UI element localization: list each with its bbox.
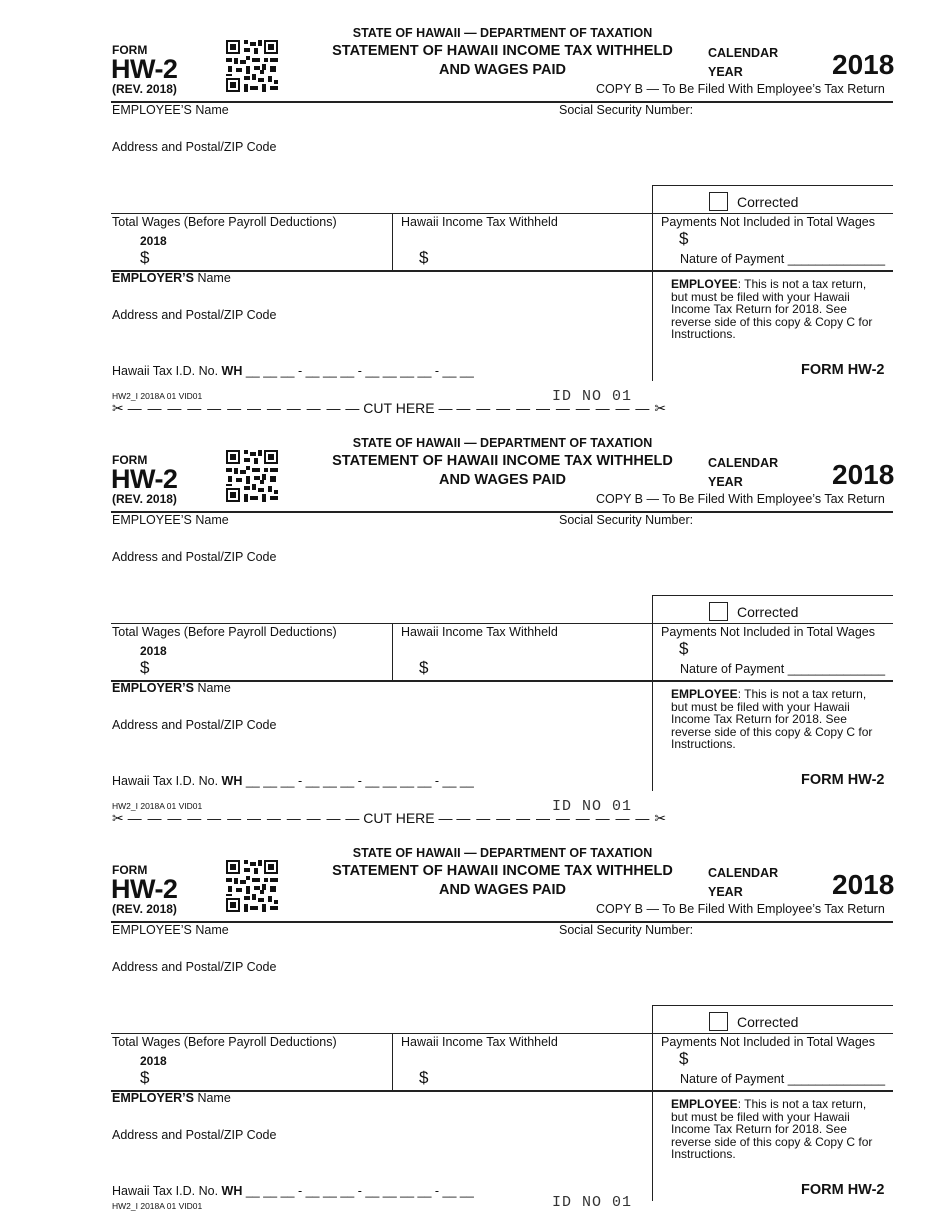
employer-bold: EMPLOYER’S [112,681,194,695]
cut-dashes-right: — — — — — — — — — — [456,400,651,416]
right-column-divider [652,595,653,791]
employee-name-label: EMPLOYEE’S Name [112,513,229,527]
cut-here-text: — CUT HERE — [345,810,453,826]
employee-notice [671,278,886,341]
corrected-top-line [652,1005,893,1006]
scissors-right-icon: ✂ [654,400,667,416]
form-footer: FORM HW-2 [801,1182,885,1198]
calendar-year-label [708,454,778,492]
statement-line-2: AND WAGES PAID [438,472,567,488]
qr-code-icon [226,40,278,92]
employee-notice-bold: EMPLOYEE [671,687,738,701]
statement-line-1: STATEMENT OF HAWAII INCOME TAX WITHHELD [332,453,673,469]
form-name: HW-2 [111,54,178,84]
total-wages-label: Total Wages (Before Payroll Deductions) [112,1035,337,1049]
nature-of-payment-label: Nature of Payment ______________ [680,1072,886,1086]
form-label: FORM [112,43,148,57]
tax-id-wh: WH [221,1184,243,1198]
employer-address-label: Address and Postal/ZIP Code [112,718,277,732]
statement-title [330,862,675,900]
employer-bold: EMPLOYER’S [112,1091,194,1105]
hw2-form-copy [0,0,950,416]
tax-withheld-label: Hawaii Income Tax Withheld [401,215,558,229]
employer-name-word: Name [193,271,231,285]
employee-notice-text: : This is not a tax return, but must be filed with your Hawaii Income Tax Return for 2018. See reverse side of this copy & Copy C for Instructions. [671,687,873,751]
hw2-form-copy [0,820,950,1230]
calendar-year-label [708,864,778,902]
corrected-label: Corrected [737,194,799,210]
cut-dashes-left: — — — — — — — — — — — [127,810,342,826]
calendar-word: CALENDAR [708,866,779,880]
tax-id-blanks: __ __ __ - __ __ __ - __ __ __ __ - __ __ [242,1184,474,1198]
corrected-top-line [652,595,893,596]
tax-id-wh: WH [221,774,243,788]
total-wages-dollar: $ [140,658,150,677]
amounts-divider [392,1033,393,1090]
agency-title: STATE OF HAWAII — DEPARTMENT OF TAXATION [352,26,653,40]
cut-dashes-right: — — — — — — — — — — [456,810,651,826]
corrected-top-line [652,185,893,186]
employer-name-label [112,271,231,285]
tax-withheld-label: Hawaii Income Tax Withheld [401,1035,558,1049]
employee-notice-bold: EMPLOYEE [671,277,738,291]
form-footer: FORM HW-2 [801,772,885,788]
calendar-word: CALENDAR [708,456,779,470]
employer-address-label: Address and Postal/ZIP Code [112,308,277,322]
total-wages-dollar: $ [140,1068,150,1087]
amounts-top-line [111,623,893,624]
form-code: HW2_I 2018A 01 VID01 [112,801,203,811]
scissors-left-icon: ✂ [112,810,124,826]
right-column-divider [652,1005,653,1201]
wages-year: 2018 [140,644,167,658]
tax-year: 2018 [832,49,895,80]
id-number: ID NO 01 [552,798,633,815]
employee-address-label: Address and Postal/ZIP Code [112,960,277,974]
form-footer: FORM HW-2 [801,362,885,378]
tax-year: 2018 [832,459,895,490]
employee-address-label: Address and Postal/ZIP Code [112,140,277,154]
employer-address-label: Address and Postal/ZIP Code [112,1128,277,1142]
corrected-checkbox[interactable] [709,1012,728,1031]
tax-id-label [112,1184,474,1198]
form-label: FORM [112,863,148,877]
employee-notice [671,688,886,751]
employer-name-word: Name [193,1091,231,1105]
form-name: HW-2 [111,464,178,494]
statement-title [330,452,675,490]
wages-year: 2018 [140,234,167,248]
copy-b-note: COPY B — To Be Filed With Employee’s Tax Return [596,82,885,96]
payments-not-included-label: Payments Not Included in Total Wages [661,625,876,639]
copy-b-note: COPY B — To Be Filed With Employee’s Tax Return [596,492,885,506]
scissors-right-icon: ✂ [654,810,667,826]
corrected-checkbox[interactable] [709,192,728,211]
employee-notice-text: : This is not a tax return, but must be filed with your Hawaii Income Tax Return for 2018. See reverse side of this copy & Copy C for Instructions. [671,1097,873,1161]
payments-dollar: $ [679,639,689,658]
id-number: ID NO 01 [552,1194,633,1211]
employer-name-word: Name [193,681,231,695]
payments-not-included-label: Payments Not Included in Total Wages [661,215,876,229]
payments-dollar: $ [679,229,689,248]
amounts-divider [392,623,393,680]
nature-of-payment-label: Nature of Payment ______________ [680,662,886,676]
tax-id-blanks: __ __ __ - __ __ __ - __ __ __ __ - __ __ [242,774,474,788]
year-word: YEAR [708,475,743,489]
form-revision: (REV. 2018) [112,82,177,96]
corrected-checkbox[interactable] [709,602,728,621]
form-name: HW-2 [111,874,178,904]
nature-of-payment-label: Nature of Payment ______________ [680,252,886,266]
employee-name-label: EMPLOYEE’S Name [112,103,229,117]
form-code: HW2_I 2018A 01 VID01 [112,1201,203,1211]
statement-line-1: STATEMENT OF HAWAII INCOME TAX WITHHELD [332,43,673,59]
tax-id-blanks: __ __ __ - __ __ __ - __ __ __ __ - __ __ [242,364,474,378]
employer-name-label [112,681,231,695]
employee-notice-text: : This is not a tax return, but must be filed with your Hawaii Income Tax Return for 2018. See reverse side of this copy & Copy C for Instructions. [671,277,873,341]
ssn-label: Social Security Number: [559,923,694,937]
form-code: HW2_I 2018A 01 VID01 [112,391,203,401]
ssn-label: Social Security Number: [559,513,694,527]
tax-id-label [112,364,474,378]
cut-dashes-left: — — — — — — — — — — — [127,400,342,416]
statement-line-1: STATEMENT OF HAWAII INCOME TAX WITHHELD [332,863,673,879]
tax-id-prefix: Hawaii Tax I.D. No. [112,1184,222,1198]
employee-address-label: Address and Postal/ZIP Code [112,550,277,564]
qr-code-icon [226,860,278,912]
employee-notice-bold: EMPLOYEE [671,1097,738,1111]
tax-id-label [112,774,474,788]
tax-withheld-dollar: $ [419,658,429,677]
hw2-form-copy [0,410,950,826]
employer-bold: EMPLOYER’S [112,271,194,285]
employer-name-label [112,1091,231,1105]
employee-name-label: EMPLOYEE’S Name [112,923,229,937]
tax-id-prefix: Hawaii Tax I.D. No. [112,364,222,378]
calendar-year-label [708,44,778,82]
total-wages-label: Total Wages (Before Payroll Deductions) [112,215,337,229]
employee-notice [671,1098,886,1161]
total-wages-label: Total Wages (Before Payroll Deductions) [112,625,337,639]
corrected-label: Corrected [737,1014,799,1030]
amounts-top-line [111,213,893,214]
amounts-divider [392,213,393,270]
form-revision: (REV. 2018) [112,492,177,506]
amounts-top-line [111,1033,893,1034]
right-column-divider [652,185,653,381]
year-word: YEAR [708,885,743,899]
scissors-left-icon: ✂ [112,400,124,416]
qr-code-icon [226,450,278,502]
tax-id-wh: WH [221,364,243,378]
form-label: FORM [112,453,148,467]
tax-withheld-label: Hawaii Income Tax Withheld [401,625,558,639]
payments-dollar: $ [679,1049,689,1068]
wages-year: 2018 [140,1054,167,1068]
statement-line-2: AND WAGES PAID [438,882,567,898]
statement-title [330,42,675,80]
tax-year: 2018 [832,869,895,900]
total-wages-dollar: $ [140,248,150,267]
agency-title: STATE OF HAWAII — DEPARTMENT OF TAXATION [352,436,653,450]
form-revision: (REV. 2018) [112,902,177,916]
tax-withheld-dollar: $ [419,1068,429,1087]
calendar-word: CALENDAR [708,46,779,60]
tax-id-prefix: Hawaii Tax I.D. No. [112,774,222,788]
id-number: ID NO 01 [552,388,633,405]
corrected-label: Corrected [737,604,799,620]
tax-withheld-dollar: $ [419,248,429,267]
agency-title: STATE OF HAWAII — DEPARTMENT OF TAXATION [352,846,653,860]
ssn-label: Social Security Number: [559,103,694,117]
cut-here-text: — CUT HERE — [345,400,453,416]
year-word: YEAR [708,65,743,79]
payments-not-included-label: Payments Not Included in Total Wages [661,1035,876,1049]
statement-line-2: AND WAGES PAID [438,62,567,78]
copy-b-note: COPY B — To Be Filed With Employee’s Tax Return [596,902,885,916]
